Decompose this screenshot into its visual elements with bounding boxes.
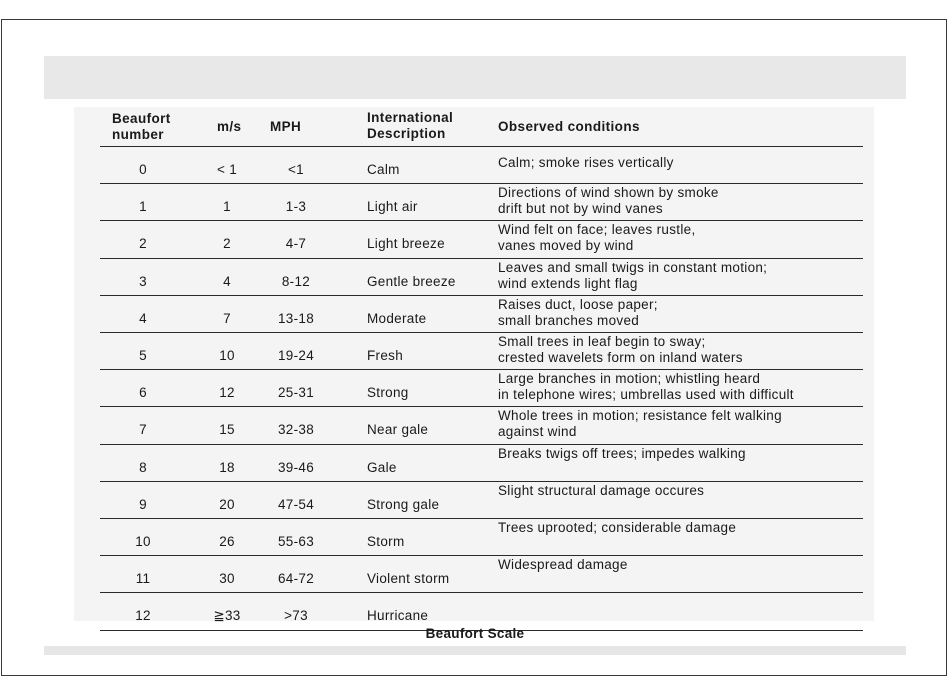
- description-cell: Light air: [367, 199, 418, 215]
- row-rule: [100, 369, 863, 370]
- row-rule: [100, 258, 863, 259]
- beaufort-number-cell: 6: [139, 385, 147, 401]
- description-cell: Calm: [367, 162, 400, 177]
- beaufort-number-cell: 7: [139, 422, 147, 438]
- condition-line1: Whole trees in motion; resistance felt walking: [498, 408, 782, 424]
- header-beaufort-line1: Beaufort: [112, 111, 171, 126]
- condition-line1: Breaks twigs off trees; impedes walking: [498, 445, 746, 461]
- beaufort-number-cell: 0: [139, 162, 147, 177]
- table-caption: Beaufort Scale: [425, 626, 525, 641]
- beaufort-number-cell: 8: [139, 459, 147, 475]
- ms-cell: 2: [223, 236, 231, 252]
- header-observed-conditions: Observed conditions: [498, 119, 640, 134]
- header-band: [44, 56, 906, 99]
- row-rule: [100, 444, 863, 445]
- header-mph: MPH: [270, 119, 302, 134]
- mph-cell: 32-38: [277, 422, 315, 438]
- condition-line2: crested wavelets form on inland waters: [498, 350, 743, 365]
- condition-line1: Slight structural damage occures: [498, 482, 705, 498]
- ms-cell: 10: [219, 348, 235, 363]
- row-rule: [100, 295, 863, 296]
- ms-cell: 12: [219, 385, 235, 401]
- header-intl-line2: Description: [367, 126, 446, 141]
- condition-line1: Widespread damage: [498, 557, 628, 573]
- row-rule: [100, 332, 863, 333]
- header-rule: [100, 146, 863, 147]
- row-rule: [100, 592, 863, 593]
- mph-cell: 1-3: [285, 199, 307, 215]
- beaufort-number-cell: 11: [135, 571, 151, 587]
- beaufort-number-cell: 5: [139, 348, 147, 363]
- description-cell: Near gale: [367, 422, 429, 438]
- condition-line1: Wind felt on face; leaves rustle,: [498, 222, 696, 238]
- row-rule: [100, 481, 863, 482]
- condition-line2: in telephone wires; umbrellas used with difficult: [498, 387, 794, 403]
- description-cell: Storm: [367, 534, 405, 549]
- row-rule: [100, 406, 863, 407]
- mph-cell: 47-54: [277, 496, 315, 512]
- ms-cell: 18: [219, 459, 235, 475]
- description-cell: Gentle breeze: [367, 273, 456, 289]
- condition-line1: Raises duct, loose paper;: [498, 296, 658, 312]
- condition-line2: small branches moved: [498, 312, 640, 328]
- beaufort-number-cell: 1: [139, 199, 147, 215]
- row-rule: [100, 183, 863, 184]
- mph-cell: 19-24: [277, 348, 315, 363]
- mph-cell: >73: [284, 608, 308, 624]
- beaufort-number-cell: 4: [139, 310, 147, 326]
- description-cell: Violent storm: [367, 571, 450, 587]
- description-cell: Light breeze: [367, 236, 445, 252]
- mph-cell: 8-12: [281, 273, 311, 289]
- row-rule: [100, 555, 863, 556]
- description-cell: Strong gale: [367, 496, 440, 512]
- header-beaufort-number: [112, 111, 171, 143]
- description-cell: Moderate: [367, 310, 427, 326]
- ms-cell: 4: [223, 273, 231, 289]
- row-rule: [100, 220, 863, 221]
- ms-cell: 15: [219, 422, 235, 438]
- mph-cell: 13-18: [277, 310, 315, 326]
- mph-cell: 4-7: [285, 236, 307, 252]
- description-cell: Fresh: [367, 348, 404, 363]
- condition-line2: vanes moved by wind: [498, 238, 634, 254]
- beaufort-number-cell: 9: [139, 496, 147, 512]
- condition-line1: Directions of wind shown by smoke: [498, 185, 719, 201]
- beaufort-number-cell: 10: [135, 534, 151, 549]
- description-cell: Gale: [367, 459, 397, 475]
- description-cell: Strong: [367, 385, 409, 401]
- condition-line1: Trees uprooted; considerable damage: [498, 520, 737, 535]
- condition-line1: Leaves and small twigs in constant motion;: [498, 259, 768, 275]
- condition-line2: wind extends light flag: [498, 275, 638, 291]
- condition-line1: Large branches in motion; whistling heard: [498, 371, 761, 387]
- ms-cell: 30: [219, 571, 235, 587]
- ms-cell: ≧33: [213, 608, 241, 624]
- mph-cell: 25-31: [277, 385, 315, 401]
- ms-cell: 26: [219, 534, 235, 549]
- description-cell: Hurricane: [367, 608, 429, 624]
- header-ms: m/s: [217, 119, 242, 134]
- ms-cell: < 1: [216, 162, 238, 177]
- condition-line2: drift but not by wind vanes: [498, 201, 663, 217]
- row-rule: [100, 518, 863, 519]
- beaufort-number-cell: 2: [139, 236, 147, 252]
- mph-cell: 55-63: [277, 534, 315, 549]
- header-beaufort-line2: number: [112, 127, 164, 142]
- header-intl-line1: International: [367, 110, 454, 125]
- condition-line1: Small trees in leaf begin to sway;: [498, 334, 706, 349]
- header-international-description: [367, 110, 453, 142]
- mph-cell: 39-46: [277, 459, 315, 475]
- beaufort-number-cell: 3: [139, 273, 147, 289]
- mph-cell: <1: [288, 162, 304, 177]
- condition-line2: against wind: [498, 424, 577, 440]
- ms-cell: 1: [223, 199, 231, 215]
- condition-line1: Calm; smoke rises vertically: [498, 155, 674, 170]
- beaufort-number-cell: 12: [135, 608, 151, 624]
- mph-cell: 64-72: [277, 571, 315, 587]
- ms-cell: 7: [223, 310, 231, 326]
- footer-band: [44, 646, 906, 655]
- ms-cell: 20: [219, 496, 235, 512]
